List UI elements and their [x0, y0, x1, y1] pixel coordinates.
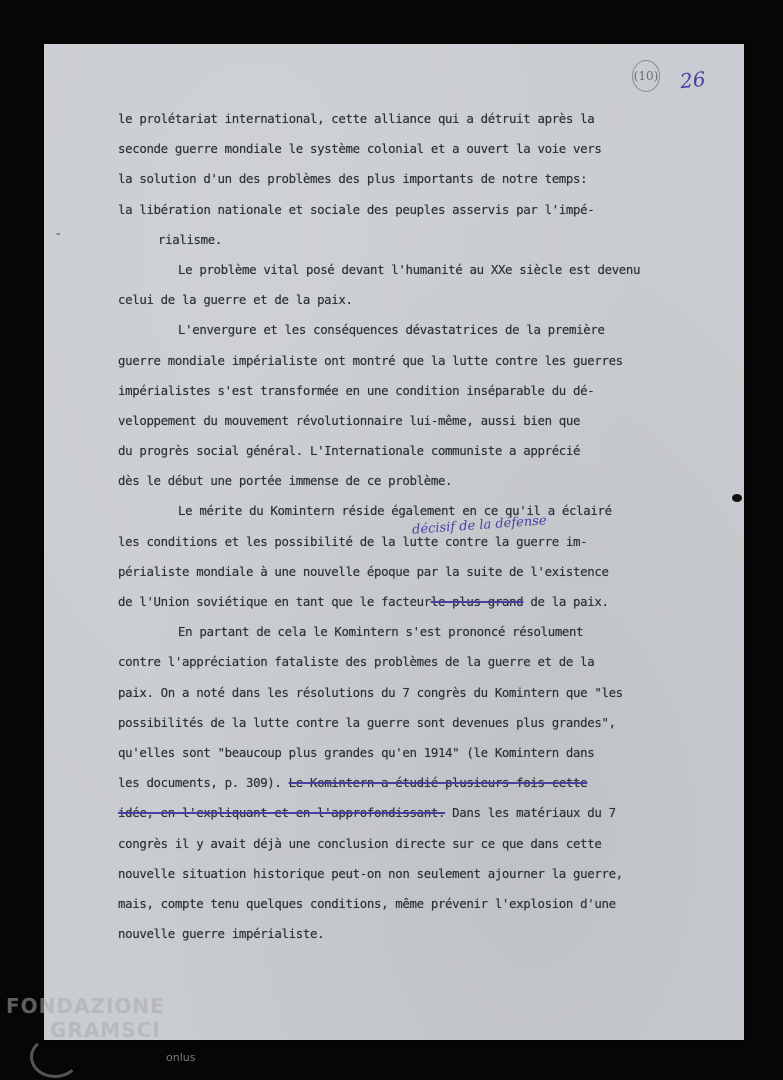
struck-text: Le Komintern a étudié plusieurs fois cette — [288, 775, 588, 791]
watermark-logo-icon — [30, 1036, 80, 1078]
line-text: L'envergure et les conséquences dévastatrices de la première — [178, 322, 605, 338]
text-line — [118, 255, 728, 285]
line-text: Le problème vital posé devant l'humanité au XXe siècle est devenu — [178, 261, 641, 277]
line-text: nouvelle situation historique peut-on non seulement ajourner la guerre, — [118, 865, 623, 881]
text-line — [118, 768, 728, 798]
text-line — [118, 678, 728, 708]
text-line — [118, 708, 728, 738]
line-text: Le mérite du Komintern réside également en ce qu'il a éclairé — [178, 503, 612, 519]
line-text: la solution d'un des problèmes des plus importants de notre temps: — [118, 171, 588, 187]
document-sheet — [44, 44, 744, 1040]
text-line — [118, 647, 728, 677]
line-text: nouvelle guerre impérialiste. — [118, 926, 325, 942]
text-line — [118, 436, 728, 466]
struck-text: idée, en l'expliquant et en l'approfondissant. — [118, 805, 446, 821]
text-line — [118, 346, 728, 376]
text-line — [118, 466, 728, 496]
text-line — [118, 889, 728, 919]
text-line — [118, 798, 728, 828]
line-text-after: de la paix. — [523, 594, 609, 609]
line-text: périaliste mondiale à une nouvelle époque par la suite de l'existence — [118, 563, 609, 579]
line-text: celui de la guerre et de la paix. — [118, 292, 353, 308]
line-text: les documents, p. 309). — [118, 775, 289, 791]
text-line — [118, 104, 728, 134]
margin-mark: - — [54, 226, 63, 242]
line-text: paix. On a noté dans les résolutions du 7 congrès du Komintern que "les — [118, 684, 623, 700]
handwritten-insertion: décisif de la défense — [411, 513, 548, 538]
text-line — [118, 195, 728, 225]
line-text: du progrès social général. L'Internationale communiste a apprécié — [118, 443, 581, 459]
text-line — [118, 738, 728, 768]
line-text: seconde guerre mondiale le système colonial et a ouvert la voie vers — [118, 141, 602, 157]
line-text: mais, compte tenu quelques conditions, même prévenir l'explosion d'une — [118, 895, 616, 911]
line-text: les conditions et les possibilité de la lutte contre la guerre im- — [118, 533, 588, 549]
archive-watermark — [6, 994, 196, 1064]
text-line — [118, 829, 728, 859]
struck-text: le plus grand — [430, 594, 524, 609]
line-text: rialisme. — [158, 231, 222, 247]
line-text: En partant de cela le Komintern s'est prononcé résolument — [178, 624, 584, 640]
line-text: la libération nationale et sociale des peuples asservis par l'impé- — [118, 201, 595, 217]
line-text: qu'elles sont "beaucoup plus grandes qu'en 1914" (le Komintern dans — [118, 744, 595, 760]
line-text: de l'Union soviétique en tant que le facteur — [118, 594, 431, 609]
text-line — [118, 859, 728, 889]
text-line — [118, 617, 728, 647]
text-line — [118, 225, 728, 255]
text-line — [118, 315, 728, 345]
text-line — [118, 376, 728, 406]
line-text: dès le début une portée immense de ce problème. — [118, 473, 453, 489]
watermark-line-2: GRAMSCI — [50, 1018, 161, 1042]
line-text: impérialistes s'est transformée en une condition inséparable du dé- — [118, 382, 595, 398]
line-text: veloppement du mouvement révolutionnaire lui-même, aussi bien que — [118, 412, 581, 428]
handwritten-page-number: 26 — [678, 66, 707, 94]
line-text: le prolétariat international, cette alliance qui a détruit après la — [118, 111, 595, 126]
line-text: possibilités de la lutte contre la guerre sont devenues plus grandes", — [118, 714, 616, 730]
line-text-after: Dans les matériaux du 7 — [445, 805, 616, 821]
text-line — [118, 164, 728, 194]
archive-number-stamp: (10) — [632, 60, 660, 92]
text-line — [118, 406, 728, 436]
text-line — [118, 134, 728, 164]
text-line — [118, 285, 728, 315]
line-text: contre l'appréciation fataliste des problèmes de la guerre et de la — [118, 654, 595, 670]
line-text: guerre mondiale impérialiste ont montré que la lutte contre les guerres — [118, 352, 623, 368]
punch-hole — [732, 494, 742, 502]
text-line — [118, 919, 728, 949]
watermark-suffix: onlus — [166, 1051, 196, 1064]
watermark-line-1: FONDAZIONE — [6, 994, 165, 1018]
text-line — [118, 557, 728, 587]
text-line — [118, 587, 728, 617]
line-text: congrès il y avait déjà une conclusion directe sur ce que dans cette — [118, 835, 602, 851]
